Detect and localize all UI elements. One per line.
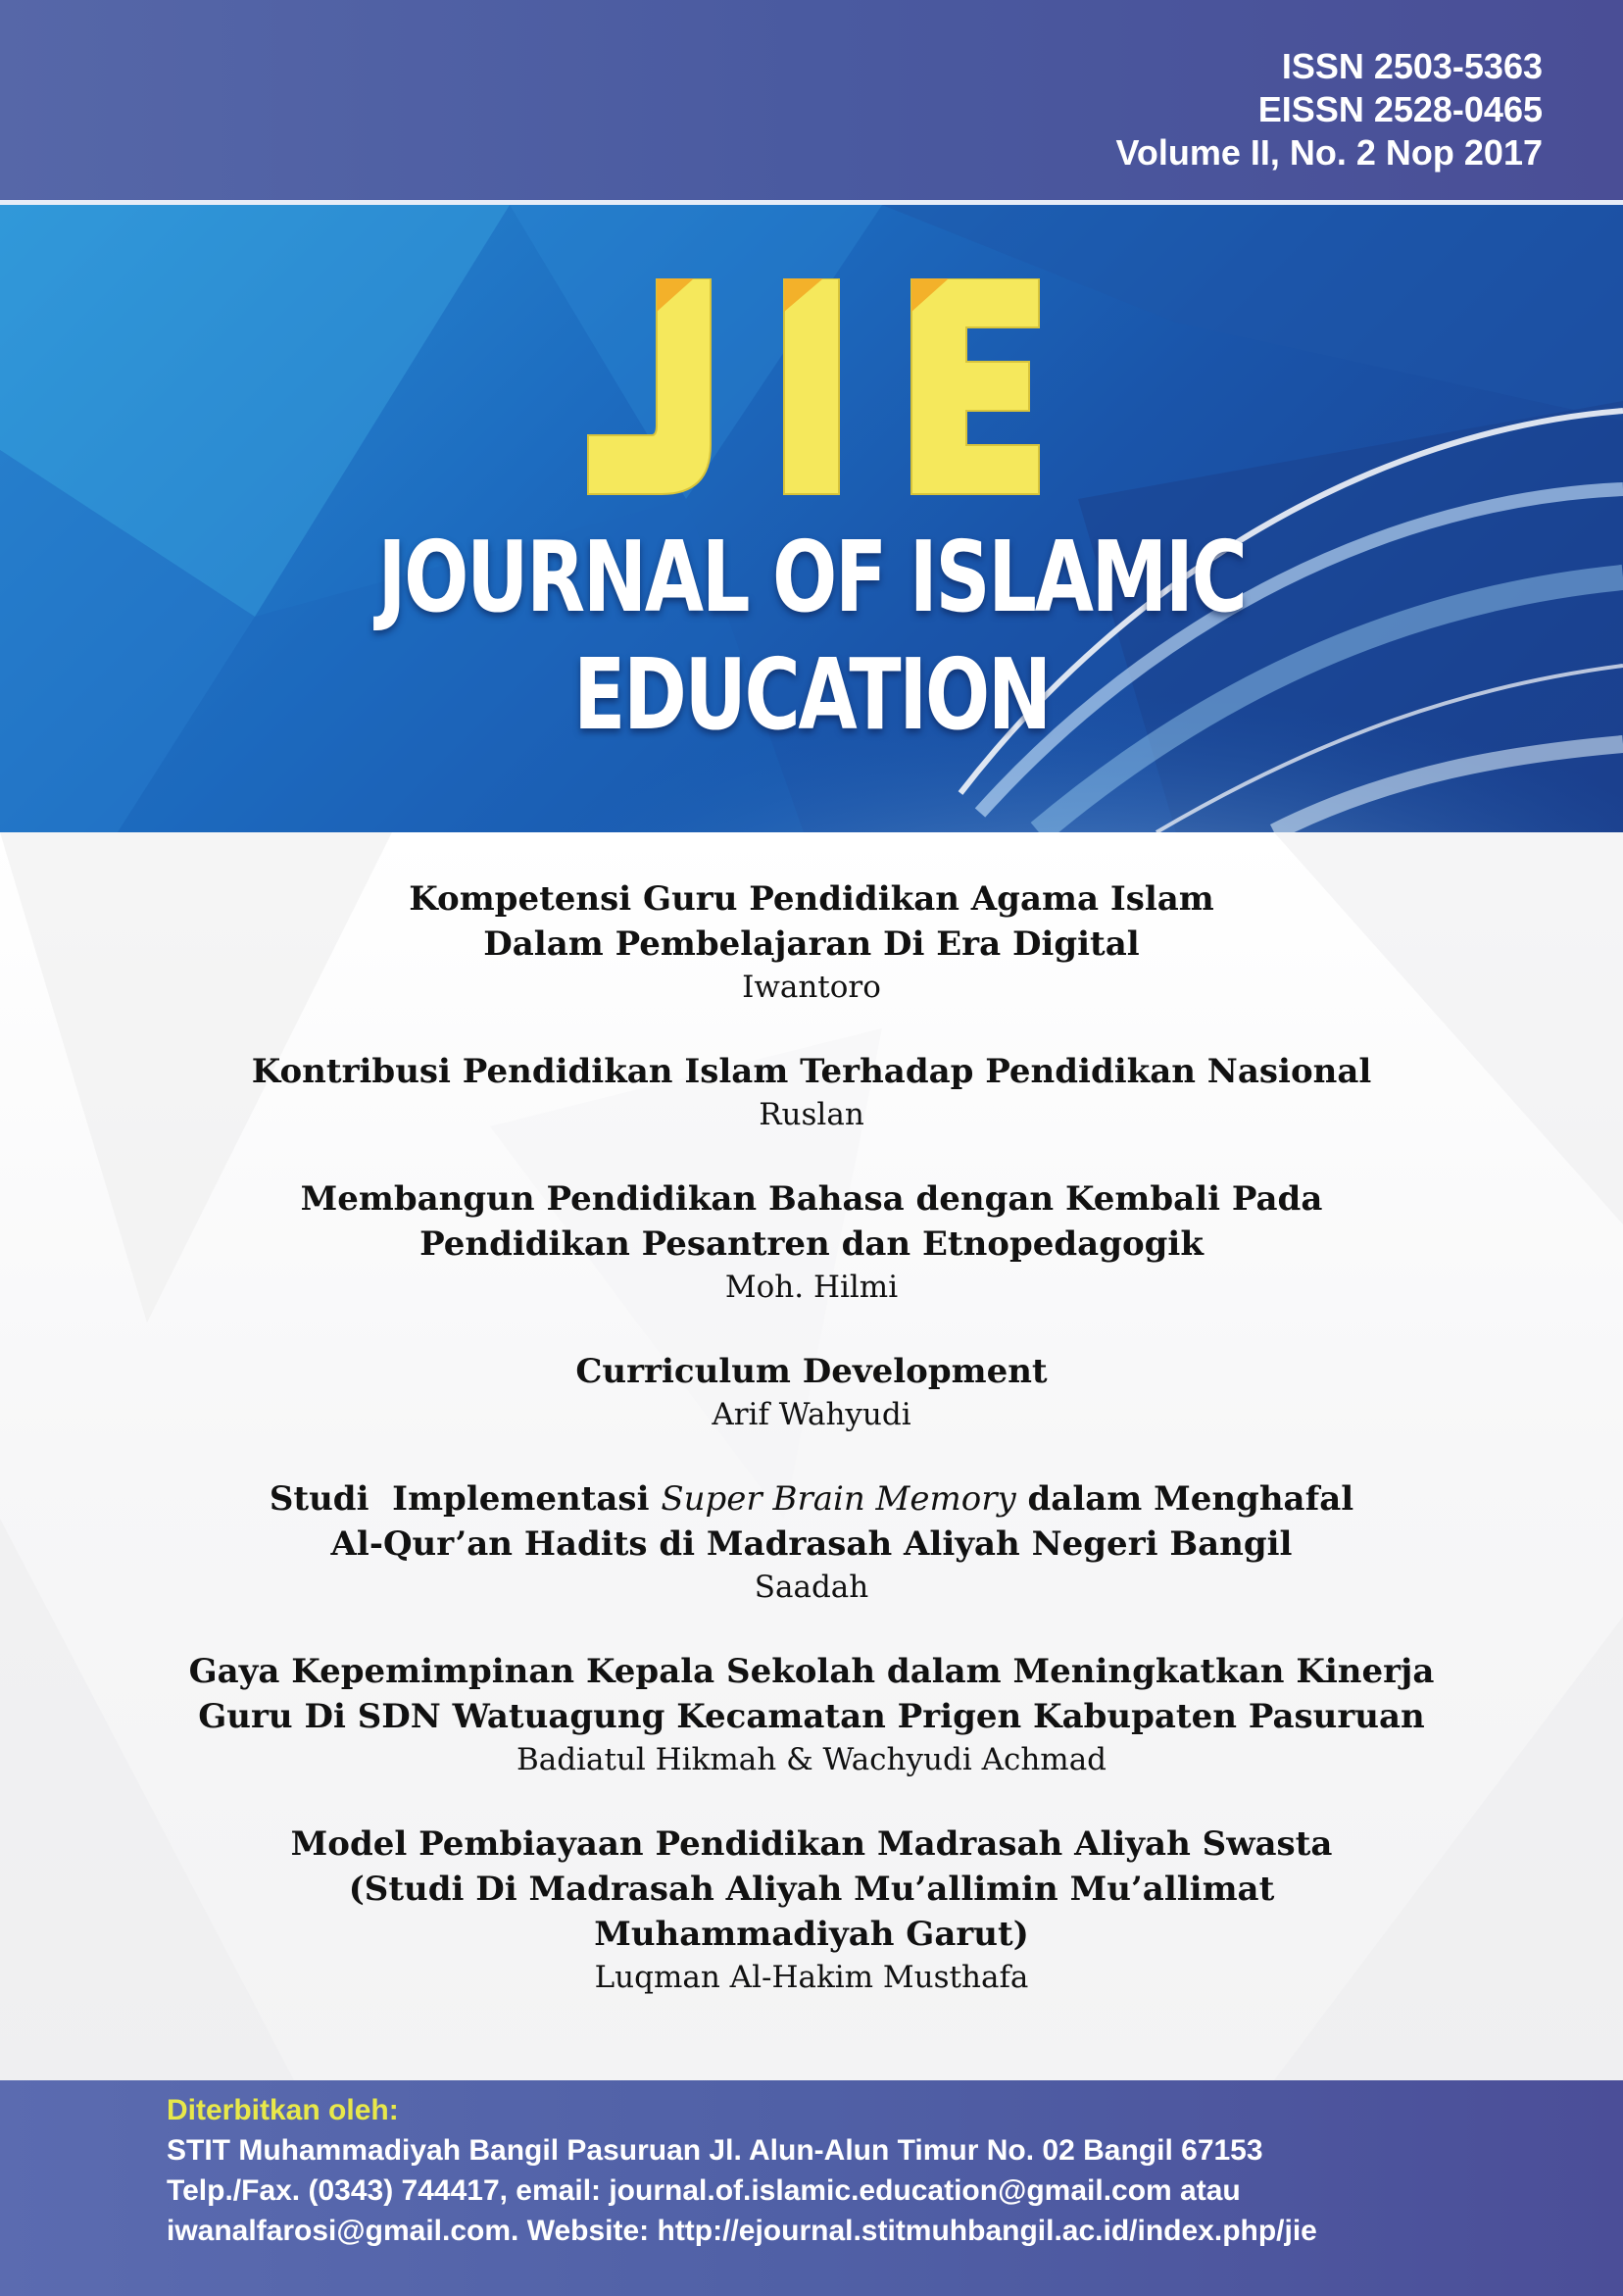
article-title-line: (Studi Di Madrasah Aliyah Mu’allimin Mu’allimat	[348, 1870, 1275, 1909]
article-title-line: Al-Qur’an Hadits di Madrasah Aliyah Negeri Bangil	[330, 1524, 1293, 1564]
eissn-text: EISSN 2528-0465	[1257, 89, 1543, 129]
article-author: Arif Wahyudi	[712, 1397, 911, 1432]
article-title	[98, 1049, 1525, 1094]
jie-logo-graphic	[578, 278, 1049, 504]
title-italic-phrase: Super Brain Memory	[661, 1479, 1016, 1519]
article-title-line: Membangun Pendidikan Bahasa dengan Kembali Pada	[300, 1179, 1323, 1219]
article-title-line	[98, 1476, 1525, 1522]
article-title-line: Dalam Pembelajaran Di Era Digital	[483, 924, 1140, 964]
article-title-line: Muhammadiyah Garut)	[594, 1915, 1029, 1954]
title-prefix: Studi Implementasi	[269, 1479, 662, 1519]
article-title-line: Kompetensi Guru Pendidikan Agama Islam	[409, 879, 1214, 919]
article-author: Iwantoro	[742, 970, 881, 1005]
publisher-info	[167, 2090, 1539, 2251]
article-author: Badiatul Hikmah & Wachyudi Achmad	[516, 1742, 1107, 1777]
article-title-line: Pendidikan Pesantren dan Etnopedagogik	[419, 1224, 1204, 1264]
article-item	[98, 1649, 1525, 1780]
journal-title: JOURNAL OF ISLAMIC EDUCATION	[377, 520, 1246, 752]
title-suffix: dalam Menghafal	[1015, 1479, 1354, 1519]
article-item	[98, 1349, 1525, 1435]
issn-text: ISSN 2503-5363	[1281, 46, 1543, 86]
article-title-line: Model Pembiayaan Pendidikan Madrasah Aliyah Swasta	[290, 1824, 1333, 1864]
article-title	[98, 876, 1525, 967]
article-item	[98, 1049, 1525, 1135]
article-title	[98, 1176, 1525, 1267]
article-title	[98, 1476, 1525, 1567]
article-item	[98, 1176, 1525, 1308]
article-item	[98, 1822, 1525, 1998]
article-title-line: Curriculum Development	[575, 1352, 1048, 1391]
article-author: Moh. Hilmi	[724, 1270, 899, 1305]
article-author: Ruslan	[759, 1097, 864, 1132]
publisher-website: iwanalfarosi@gmail.com. Website: http://ejournal.stitmuhbangil.ac.id/index.php/jie	[167, 2215, 1317, 2247]
article-title-line: Guru Di SDN Watuagung Kecamatan Prigen Kabupaten Pasuruan	[198, 1697, 1425, 1736]
publisher-address: STIT Muhammadiyah Bangil Pasuruan Jl. Alun-Alun Timur No. 02 Bangil 67153	[167, 2134, 1263, 2167]
header-band	[0, 0, 1623, 200]
publisher-label: Diterbitkan oleh:	[167, 2094, 399, 2126]
publisher-footer	[0, 2080, 1623, 2296]
article-author: Luqman Al-Hakim Musthafa	[594, 1960, 1029, 1995]
volume-text: Volume II, No. 2 Nop 2017	[1115, 132, 1543, 173]
article-title-line: Kontribusi Pendidikan Islam Terhadap Pendidikan Nasional	[251, 1052, 1372, 1091]
jie-logo	[578, 278, 1049, 504]
issn-block	[1116, 45, 1543, 175]
hero-banner	[0, 205, 1623, 832]
article-title	[98, 1349, 1525, 1394]
article-title-line: Gaya Kepemimpinan Kepala Sekolah dalam Meningkatkan Kinerja	[188, 1652, 1435, 1691]
publisher-contact: Telp./Fax. (0343) 744417, email: journal.of.islamic.education@gmail.com atau	[167, 2174, 1241, 2207]
article-item	[98, 1476, 1525, 1608]
article-item	[98, 876, 1525, 1008]
article-title	[98, 1649, 1525, 1739]
article-title	[98, 1822, 1525, 1957]
table-of-contents	[0, 832, 1623, 2080]
article-list	[98, 876, 1525, 2039]
article-author: Saadah	[754, 1570, 869, 1605]
